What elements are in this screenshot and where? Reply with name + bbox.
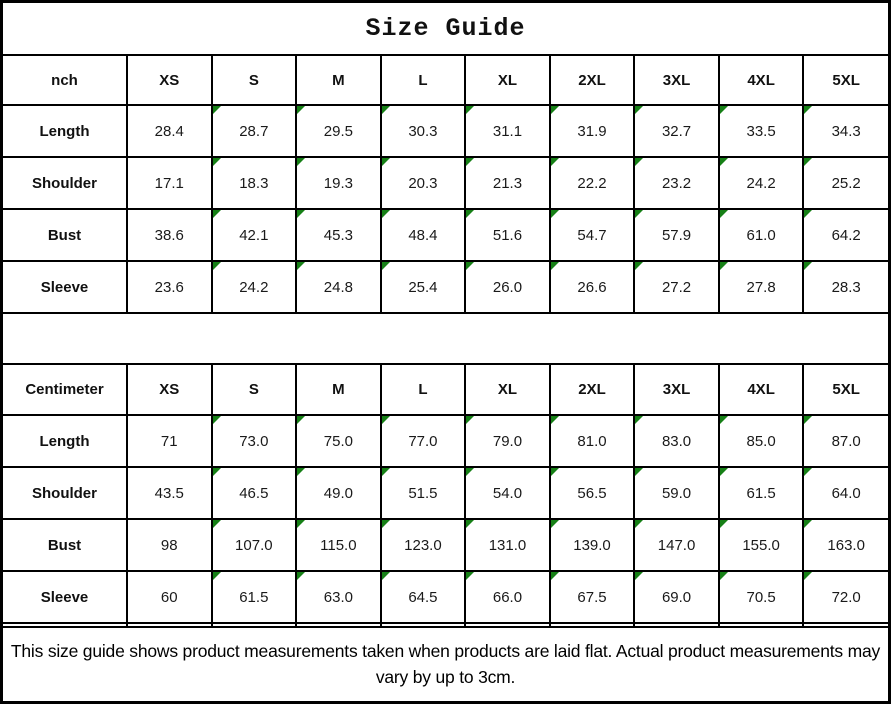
measure-value-cell: 24.8 [296,261,381,313]
measure-value-cell: 33.5 [719,105,804,157]
size-col-header: 2XL [550,56,635,105]
grid-sliver-cell [465,623,550,627]
measure-value-cell: 85.0 [719,415,804,467]
measure-value-cell: 31.9 [550,105,635,157]
grid-sliver-cell [3,623,127,627]
measure-value-cell: 63.0 [296,571,381,623]
centimeter-size-table [3,363,888,628]
size-col-header: 4XL [719,56,804,105]
size-col-header: 5XL [803,364,888,415]
measure-row-label: Shoulder [3,157,127,209]
measure-value-cell: 26.6 [550,261,635,313]
measure-value-cell: 54.0 [465,467,550,519]
measure-row-label: Length [3,415,127,467]
measure-value-cell: 43.5 [127,467,212,519]
measure-value-cell: 28.4 [127,105,212,157]
table-row [3,261,888,313]
inch-header-row [3,56,888,105]
measure-value-cell: 67.5 [550,571,635,623]
size-col-header: L [381,56,466,105]
size-col-header: XS [127,56,212,105]
measure-row-label: Bust [3,209,127,261]
table-row [3,467,888,519]
measure-value-cell: 19.3 [296,157,381,209]
measure-value-cell: 61.5 [212,571,297,623]
measure-row-label: Sleeve [3,571,127,623]
measure-value-cell: 22.2 [550,157,635,209]
measure-value-cell: 61.5 [719,467,804,519]
measure-row-label: Sleeve [3,261,127,313]
table-row [3,519,888,571]
measure-value-cell: 155.0 [719,519,804,571]
measure-value-cell: 131.0 [465,519,550,571]
page-title: Size Guide [3,3,888,56]
measure-value-cell: 49.0 [296,467,381,519]
measure-value-cell: 25.2 [803,157,888,209]
measure-value-cell: 59.0 [634,467,719,519]
measure-value-cell: 23.2 [634,157,719,209]
inch-size-table [3,56,888,314]
table-row [3,209,888,261]
size-col-header: 2XL [550,364,635,415]
grid-sliver-cell [803,623,888,627]
measure-value-cell: 46.5 [212,467,297,519]
size-col-header: 3XL [634,56,719,105]
measure-value-cell: 27.8 [719,261,804,313]
measure-row-label: Shoulder [3,467,127,519]
measure-value-cell: 73.0 [212,415,297,467]
measure-value-cell: 42.1 [212,209,297,261]
measure-value-cell: 45.3 [296,209,381,261]
measure-value-cell: 51.6 [465,209,550,261]
measure-row-label: Length [3,105,127,157]
measure-value-cell: 83.0 [634,415,719,467]
measure-value-cell: 147.0 [634,519,719,571]
unit-label: Centimeter [3,364,127,415]
grid-sliver-cell [212,623,297,627]
cm-header-row [3,364,888,415]
size-col-header: 4XL [719,364,804,415]
size-col-header: 3XL [634,364,719,415]
measure-value-cell: 70.5 [719,571,804,623]
measure-value-cell: 21.3 [465,157,550,209]
measure-value-cell: 57.9 [634,209,719,261]
measure-value-cell: 27.2 [634,261,719,313]
measure-value-cell: 115.0 [296,519,381,571]
table-gap-spacer [3,314,888,363]
measure-value-cell: 30.3 [381,105,466,157]
footer-note: This size guide shows product measurements taken when products are laid flat. Actual product measurements may vary by up to 3cm. [10,641,881,687]
size-col-header: XL [465,56,550,105]
measure-value-cell: 72.0 [803,571,888,623]
measure-value-cell: 23.6 [127,261,212,313]
measure-value-cell: 107.0 [212,519,297,571]
measure-value-cell: 66.0 [465,571,550,623]
size-col-header: S [212,364,297,415]
measure-value-cell: 75.0 [296,415,381,467]
grid-sliver-cell [381,623,466,627]
measure-value-cell: 64.5 [381,571,466,623]
measure-value-cell: 48.4 [381,209,466,261]
unit-label: nch [3,56,127,105]
size-col-header: XS [127,364,212,415]
measure-value-cell: 163.0 [803,519,888,571]
measure-value-cell: 64.2 [803,209,888,261]
measure-value-cell: 81.0 [550,415,635,467]
size-col-header: XL [465,364,550,415]
measure-value-cell: 51.5 [381,467,466,519]
size-col-header: M [296,56,381,105]
measure-value-cell: 69.0 [634,571,719,623]
measure-value-cell: 98 [127,519,212,571]
measure-value-cell: 32.7 [634,105,719,157]
measure-value-cell: 60 [127,571,212,623]
measure-value-cell: 29.5 [296,105,381,157]
measure-value-cell: 34.3 [803,105,888,157]
grid-sliver-cell [127,623,212,627]
table-row [3,571,888,623]
size-col-header: S [212,56,297,105]
size-col-header: 5XL [803,56,888,105]
measure-value-cell: 77.0 [381,415,466,467]
table-row [3,105,888,157]
grid-sliver-cell [550,623,635,627]
measure-value-cell: 79.0 [465,415,550,467]
measure-value-cell: 28.3 [803,261,888,313]
measure-value-cell: 71 [127,415,212,467]
measure-value-cell: 139.0 [550,519,635,571]
measure-value-cell: 64.0 [803,467,888,519]
grid-sliver-cell [296,623,381,627]
measure-value-cell: 25.4 [381,261,466,313]
measure-value-cell: 38.6 [127,209,212,261]
measure-value-cell: 87.0 [803,415,888,467]
measure-value-cell: 26.0 [465,261,550,313]
measure-value-cell: 54.7 [550,209,635,261]
table-row [3,157,888,209]
measure-value-cell: 20.3 [381,157,466,209]
grid-sliver-cell [719,623,804,627]
measure-row-label: Bust [3,519,127,571]
measure-value-cell: 18.3 [212,157,297,209]
measure-value-cell: 28.7 [212,105,297,157]
grid-sliver-cell [634,623,719,627]
measure-value-cell: 56.5 [550,467,635,519]
measure-value-cell: 24.2 [212,261,297,313]
table-row [3,415,888,467]
measure-value-cell: 17.1 [127,157,212,209]
measure-value-cell: 31.1 [465,105,550,157]
measure-value-cell: 123.0 [381,519,466,571]
measure-value-cell: 61.0 [719,209,804,261]
grid-sliver-row [3,623,888,627]
size-col-header: L [381,364,466,415]
measure-value-cell: 24.2 [719,157,804,209]
size-col-header: M [296,364,381,415]
